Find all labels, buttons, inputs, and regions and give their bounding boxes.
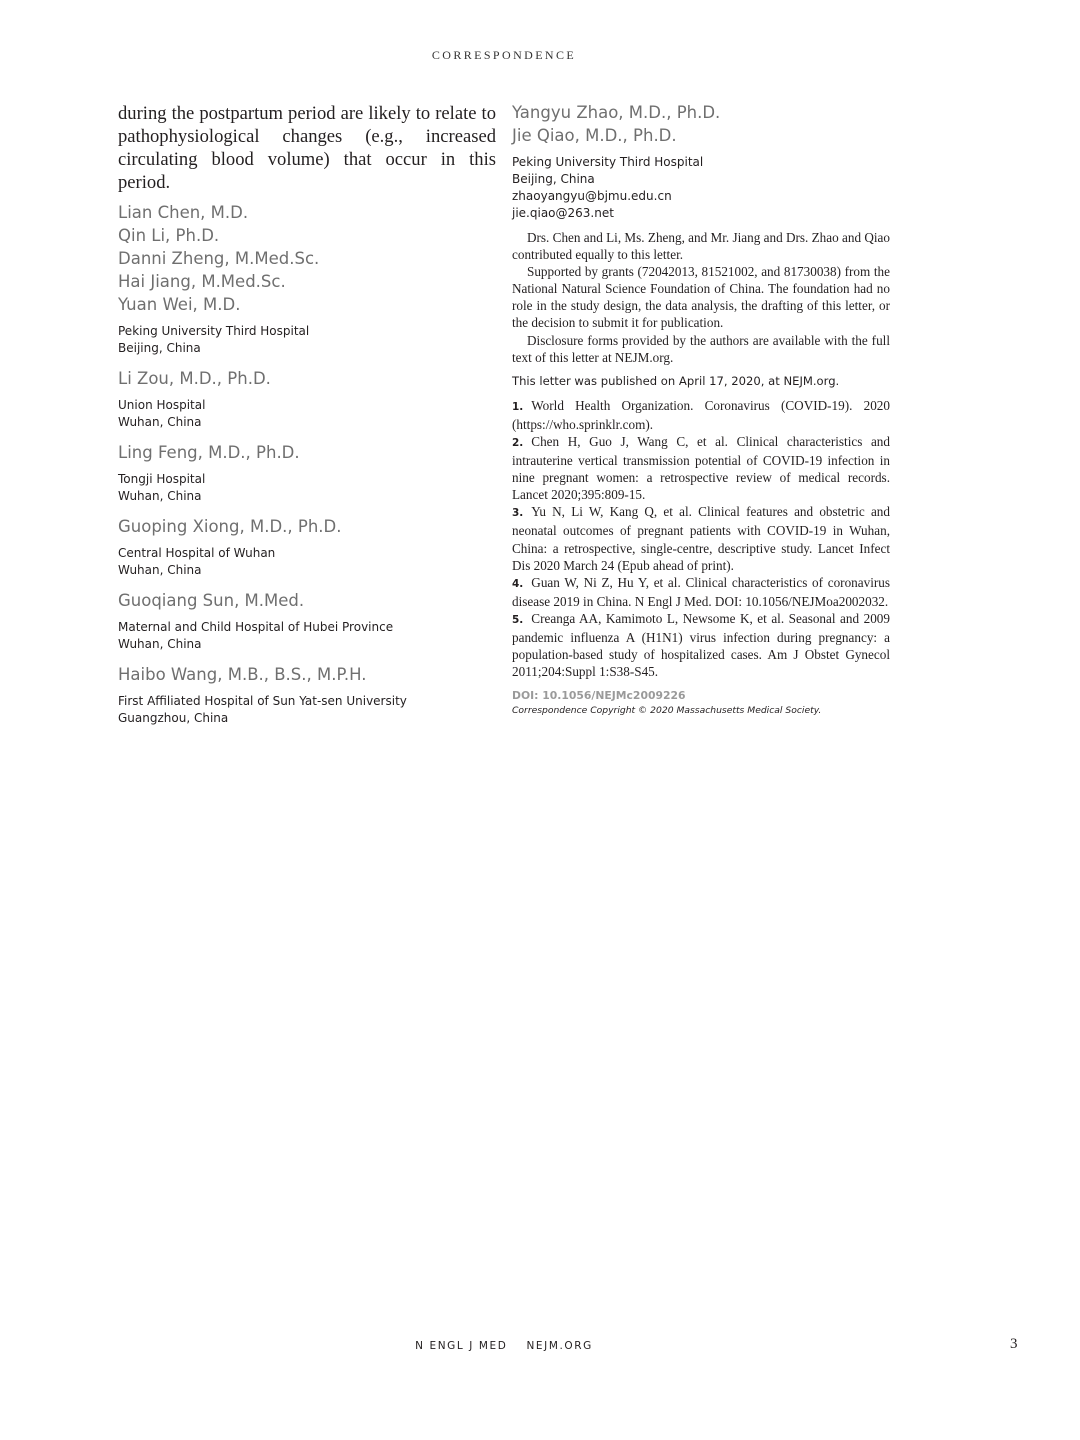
- reference-item: [512, 433, 890, 503]
- copyright-notice: Correspondence Copyright © 2020 Massachusetts Medical Society.: [512, 705, 822, 717]
- affiliation-location: Beijing, China: [118, 341, 201, 355]
- reference-number: 3.: [512, 507, 524, 520]
- affiliation-location: Wuhan, China: [118, 637, 202, 651]
- affiliation-institution: First Affiliated Hospital of Sun Yat-sen University: [118, 694, 407, 708]
- author-group: [118, 589, 496, 653]
- intro-paragraph: during the postpartum period are likely to relate to pathophysiological changes (e.g., increased circulating blood volume) that occur in this period.: [118, 103, 496, 193]
- reference-number: 5.: [512, 613, 524, 626]
- affiliation-institution: Central Hospital of Wuhan: [118, 546, 276, 560]
- author-group: [118, 663, 496, 727]
- reference-text: Creanga AA, Kamimoto L, Newsome K, et al. Seasonal and 2009 pandemic influenza A (H1N1) virus infection during pregnancy: a population-based study of hospitalized cases. Am J Obstet Gynecol 2011;204:Suppl 1:S38-S45.: [512, 610, 890, 680]
- author-name: Jie Qiao, M.D., Ph.D.: [512, 126, 677, 145]
- section-header: CORRESPONDENCE: [431, 48, 577, 62]
- page-footer: [0, 1340, 1008, 1352]
- publication-note: This letter was published on April 17, 2020, at NEJM.org.: [512, 373, 840, 388]
- author-group: [118, 201, 496, 357]
- reference-number: 4.: [512, 577, 524, 590]
- reference-item: [512, 503, 890, 573]
- author-name: Ling Feng, M.D., Ph.D.: [118, 443, 300, 462]
- disclosure-note: Disclosure forms provided by the authors are available with the full text of this letter at NEJM.org.: [512, 332, 890, 365]
- affiliation-location: Beijing, China: [512, 172, 595, 186]
- contribution-note: Drs. Chen and Li, Ms. Zheng, and Mr. Jiang and Drs. Zhao and Qiao contributed equally to this letter.: [512, 230, 890, 263]
- author-email: zhaoyangyu@bjmu.edu.cn: [512, 189, 672, 203]
- author-name: Hai Jiang, M.Med.Sc.: [118, 272, 286, 291]
- reference-text: Yu N, Li W, Kang Q, et al. Clinical features and obstetric and neonatal outcomes of pregnant patients with COVID-19 in Wuhan, China: a retrospective, single-centre, descriptive study. Lancet Infect Dis 2020 March 24 (Epub ahead of print).: [512, 504, 890, 573]
- reference-list: [512, 397, 890, 681]
- reference-item: [512, 397, 890, 433]
- reference-item: [512, 574, 890, 610]
- reference-number: 1.: [512, 400, 524, 413]
- affiliation-institution: Maternal and Child Hospital of Hubei Province: [118, 620, 394, 634]
- footer-journal: N ENGL J MED: [415, 1340, 508, 1352]
- affiliation-institution: Peking University Third Hospital: [118, 324, 310, 338]
- right-column: [512, 101, 890, 718]
- author-name: Guoqiang Sun, M.Med.: [118, 591, 305, 610]
- reference-item: [512, 610, 890, 680]
- author-name: Danni Zheng, M.Med.Sc.: [118, 249, 320, 268]
- author-group: [512, 101, 890, 222]
- author-email: jie.qiao@263.net: [512, 206, 614, 220]
- affiliation-location: Guangzhou, China: [118, 711, 229, 725]
- affiliation-location: Wuhan, China: [118, 489, 202, 503]
- affiliation-institution: Peking University Third Hospital: [512, 155, 704, 169]
- author-group: [118, 515, 496, 579]
- page-number: 3: [1010, 1336, 1018, 1352]
- author-name: Yuan Wei, M.D.: [118, 295, 241, 314]
- affiliation-location: Wuhan, China: [118, 415, 202, 429]
- left-column: [118, 102, 496, 727]
- author-notes: [512, 229, 890, 366]
- reference-text: Guan W, Ni Z, Hu Y, et al. Clinical characteristics of coronavirus disease 2019 in China. N Engl J Med. DOI: 10.1056/NEJMoa2002032.: [512, 574, 890, 609]
- author-name: Yangyu Zhao, M.D., Ph.D.: [512, 103, 721, 122]
- author-name: Qin Li, Ph.D.: [118, 226, 220, 245]
- affiliation-location: Wuhan, China: [118, 563, 202, 577]
- author-group: [118, 367, 496, 431]
- footer-site[interactable]: NEJM.ORG: [526, 1340, 593, 1352]
- reference-text: World Health Organization. Coronavirus (COVID-19). 2020 (https://who.sprinklr.com).: [512, 397, 890, 432]
- doi-link[interactable]: DOI: 10.1056/NEJMc2009226: [512, 689, 686, 703]
- author-name: Haibo Wang, M.B., B.S., M.P.H.: [118, 665, 367, 684]
- reference-number: 2.: [512, 436, 524, 449]
- funding-note: Supported by grants (72042013, 81521002, and 81730038) from the National Natural Science Foundation of China. The foundation had no role in the study design, the data analysis, the drafting of this letter, or the decision to submit it for publication.: [512, 264, 890, 331]
- affiliation-institution: Union Hospital: [118, 398, 206, 412]
- author-name: Lian Chen, M.D.: [118, 203, 249, 222]
- affiliation-institution: Tongji Hospital: [118, 472, 206, 486]
- author-name: Guoping Xiong, M.D., Ph.D.: [118, 517, 342, 536]
- author-group: [118, 441, 496, 505]
- reference-text: Chen H, Guo J, Wang C, et al. Clinical characteristics and intrauterine vertical transmission potential of COVID-19 infection in nine pregnant women: a retrospective review of medical records. Lancet 2020;395:809-15.: [512, 433, 890, 503]
- author-name: Li Zou, M.D., Ph.D.: [118, 369, 271, 388]
